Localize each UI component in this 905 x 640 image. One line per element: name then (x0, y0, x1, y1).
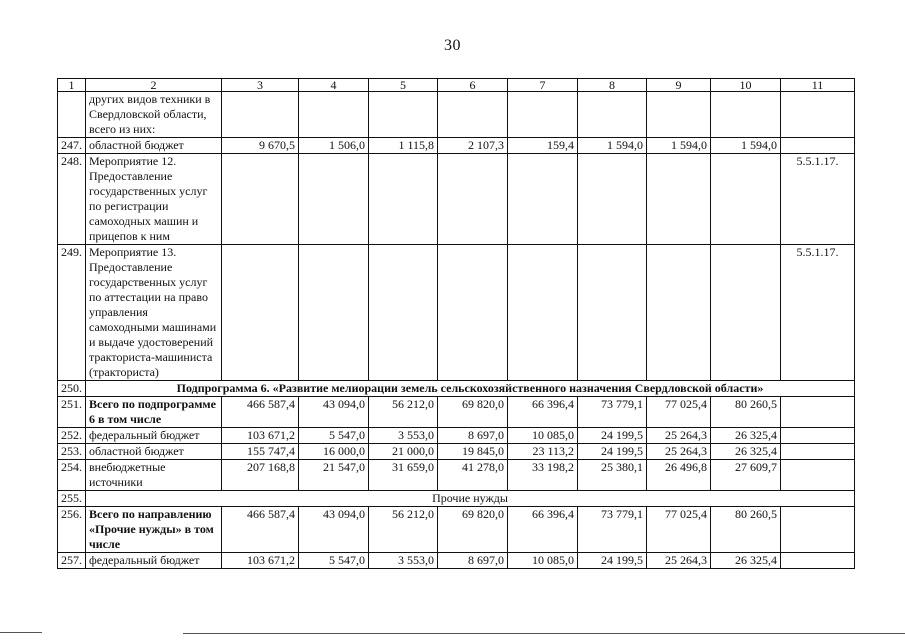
value-cell: 103 671,2 (222, 553, 299, 569)
value-cell (369, 92, 438, 138)
column-header: 11 (781, 79, 855, 92)
value-cell: 66 396,4 (508, 507, 578, 553)
row-number: 247. (58, 138, 86, 154)
value-cell: 5 547,0 (299, 553, 369, 569)
value-cell: 23 113,2 (508, 444, 578, 460)
section-row (58, 381, 855, 397)
value-cell: 24 199,5 (578, 553, 647, 569)
table-row (58, 428, 855, 444)
row-number: 251. (58, 397, 86, 428)
column-header: 4 (299, 79, 369, 92)
row-label: Мероприятие 12. Предоставление государственных услуг по регистрации самоходных машин и прицепов к ним (86, 154, 222, 245)
table-row (58, 138, 855, 154)
column-header: 9 (647, 79, 711, 92)
value-cell: 69 820,0 (438, 507, 508, 553)
value-cell: 21 547,0 (299, 460, 369, 491)
value-cell (222, 154, 299, 245)
value-cell (369, 154, 438, 245)
value-cell: 1 506,0 (299, 138, 369, 154)
row-label: других видов техники в Свердловской области, всего из них: (86, 92, 222, 138)
reference-cell (781, 507, 855, 553)
value-cell: 31 659,0 (369, 460, 438, 491)
value-cell: 66 396,4 (508, 397, 578, 428)
value-cell: 77 025,4 (647, 507, 711, 553)
budget-table (57, 78, 855, 569)
value-cell: 10 085,0 (508, 553, 578, 569)
section-row (58, 491, 855, 507)
value-cell: 25 380,1 (578, 460, 647, 491)
row-number: 255. (58, 491, 86, 507)
value-cell: 26 325,4 (711, 428, 781, 444)
value-cell (222, 245, 299, 381)
value-cell (578, 92, 647, 138)
value-cell: 8 697,0 (438, 428, 508, 444)
reference-cell (781, 428, 855, 444)
value-cell (711, 245, 781, 381)
value-cell (222, 92, 299, 138)
row-label: внебюджетные источники (86, 460, 222, 491)
row-label: федеральный бюджет (86, 553, 222, 569)
value-cell: 16 000,0 (299, 444, 369, 460)
page-number: 30 (444, 37, 461, 54)
row-label: областной бюджет (86, 444, 222, 460)
value-cell (508, 154, 578, 245)
value-cell: 3 553,0 (369, 553, 438, 569)
value-cell: 56 212,0 (369, 507, 438, 553)
value-cell: 159,4 (508, 138, 578, 154)
value-cell: 2 107,3 (438, 138, 508, 154)
value-cell: 5 547,0 (299, 428, 369, 444)
table-row (58, 507, 855, 553)
value-cell (711, 92, 781, 138)
value-cell (647, 154, 711, 245)
column-header-row (58, 79, 855, 92)
value-cell: 103 671,2 (222, 428, 299, 444)
value-cell: 27 609,7 (711, 460, 781, 491)
column-header: 5 (369, 79, 438, 92)
value-cell (508, 92, 578, 138)
value-cell (438, 92, 508, 138)
value-cell: 466 587,4 (222, 397, 299, 428)
value-cell: 10 085,0 (508, 428, 578, 444)
value-cell: 43 094,0 (299, 397, 369, 428)
table-row (58, 245, 855, 381)
column-header: 2 (86, 79, 222, 92)
row-number: 254. (58, 460, 86, 491)
value-cell: 207 168,8 (222, 460, 299, 491)
value-cell: 1 115,8 (369, 138, 438, 154)
column-header: 1 (58, 79, 86, 92)
value-cell: 9 670,5 (222, 138, 299, 154)
row-number: 252. (58, 428, 86, 444)
value-cell: 1 594,0 (578, 138, 647, 154)
value-cell: 21 000,0 (369, 444, 438, 460)
value-cell (438, 154, 508, 245)
value-cell: 26 496,8 (647, 460, 711, 491)
row-number: 256. (58, 507, 86, 553)
value-cell (369, 245, 438, 381)
column-header: 8 (578, 79, 647, 92)
row-label: Мероприятие 13. Предоставление государственных услуг по аттестации на право управления самоходными машинами и выдаче удостоверений тракториста-машиниста (тракториста) (86, 245, 222, 381)
row-number: 248. (58, 154, 86, 245)
value-cell: 1 594,0 (711, 138, 781, 154)
column-header: 6 (438, 79, 508, 92)
value-cell: 73 779,1 (578, 507, 647, 553)
column-header: 7 (508, 79, 578, 92)
value-cell: 24 199,5 (578, 444, 647, 460)
reference-cell (781, 138, 855, 154)
reference-cell (781, 553, 855, 569)
value-cell (711, 154, 781, 245)
value-cell: 3 553,0 (369, 428, 438, 444)
value-cell: 41 278,0 (438, 460, 508, 491)
value-cell: 25 264,3 (647, 444, 711, 460)
table-row (58, 553, 855, 569)
value-cell: 155 747,4 (222, 444, 299, 460)
reference-cell (781, 92, 855, 138)
value-cell: 80 260,5 (711, 507, 781, 553)
value-cell: 466 587,4 (222, 507, 299, 553)
row-label: Всего по подпрограмме 6 в том числе (86, 397, 222, 428)
reference-cell (781, 460, 855, 491)
value-cell: 77 025,4 (647, 397, 711, 428)
value-cell (508, 245, 578, 381)
scan-edge-line-left (0, 632, 42, 633)
row-number: 250. (58, 381, 86, 397)
table-body (58, 79, 855, 569)
value-cell: 26 325,4 (711, 553, 781, 569)
row-label: Всего по направлению «Прочие нужды» в том числе (86, 507, 222, 553)
value-cell (578, 245, 647, 381)
value-cell: 26 325,4 (711, 444, 781, 460)
value-cell: 43 094,0 (299, 507, 369, 553)
value-cell: 69 820,0 (438, 397, 508, 428)
table-row (58, 397, 855, 428)
value-cell: 24 199,5 (578, 428, 647, 444)
value-cell: 56 212,0 (369, 397, 438, 428)
column-header: 10 (711, 79, 781, 92)
reference-cell: 5.5.1.17. (781, 154, 855, 245)
value-cell: 80 260,5 (711, 397, 781, 428)
value-cell: 25 264,3 (647, 428, 711, 444)
value-cell: 25 264,3 (647, 553, 711, 569)
value-cell (578, 154, 647, 245)
row-number: 249. (58, 245, 86, 381)
section-title: Подпрограмма 6. «Развитие мелиорации земель сельскохозяйственного назначения Свердловской области» (86, 381, 855, 397)
value-cell (299, 245, 369, 381)
value-cell: 73 779,1 (578, 397, 647, 428)
value-cell (647, 245, 711, 381)
reference-cell (781, 444, 855, 460)
column-header: 3 (222, 79, 299, 92)
row-number: 253. (58, 444, 86, 460)
row-number (58, 92, 86, 138)
row-label: федеральный бюджет (86, 428, 222, 444)
value-cell: 8 697,0 (438, 553, 508, 569)
value-cell (647, 92, 711, 138)
reference-cell (781, 397, 855, 428)
value-cell: 33 198,2 (508, 460, 578, 491)
table-row (58, 154, 855, 245)
row-label: областной бюджет (86, 138, 222, 154)
value-cell (299, 154, 369, 245)
table-row (58, 444, 855, 460)
value-cell (299, 92, 369, 138)
table-row (58, 460, 855, 491)
table-row (58, 92, 855, 138)
value-cell: 1 594,0 (647, 138, 711, 154)
reference-cell: 5.5.1.17. (781, 245, 855, 381)
value-cell: 19 845,0 (438, 444, 508, 460)
section-title: Прочие нужды (86, 491, 855, 507)
row-number: 257. (58, 553, 86, 569)
value-cell (438, 245, 508, 381)
scan-edge-line-right (183, 633, 905, 634)
